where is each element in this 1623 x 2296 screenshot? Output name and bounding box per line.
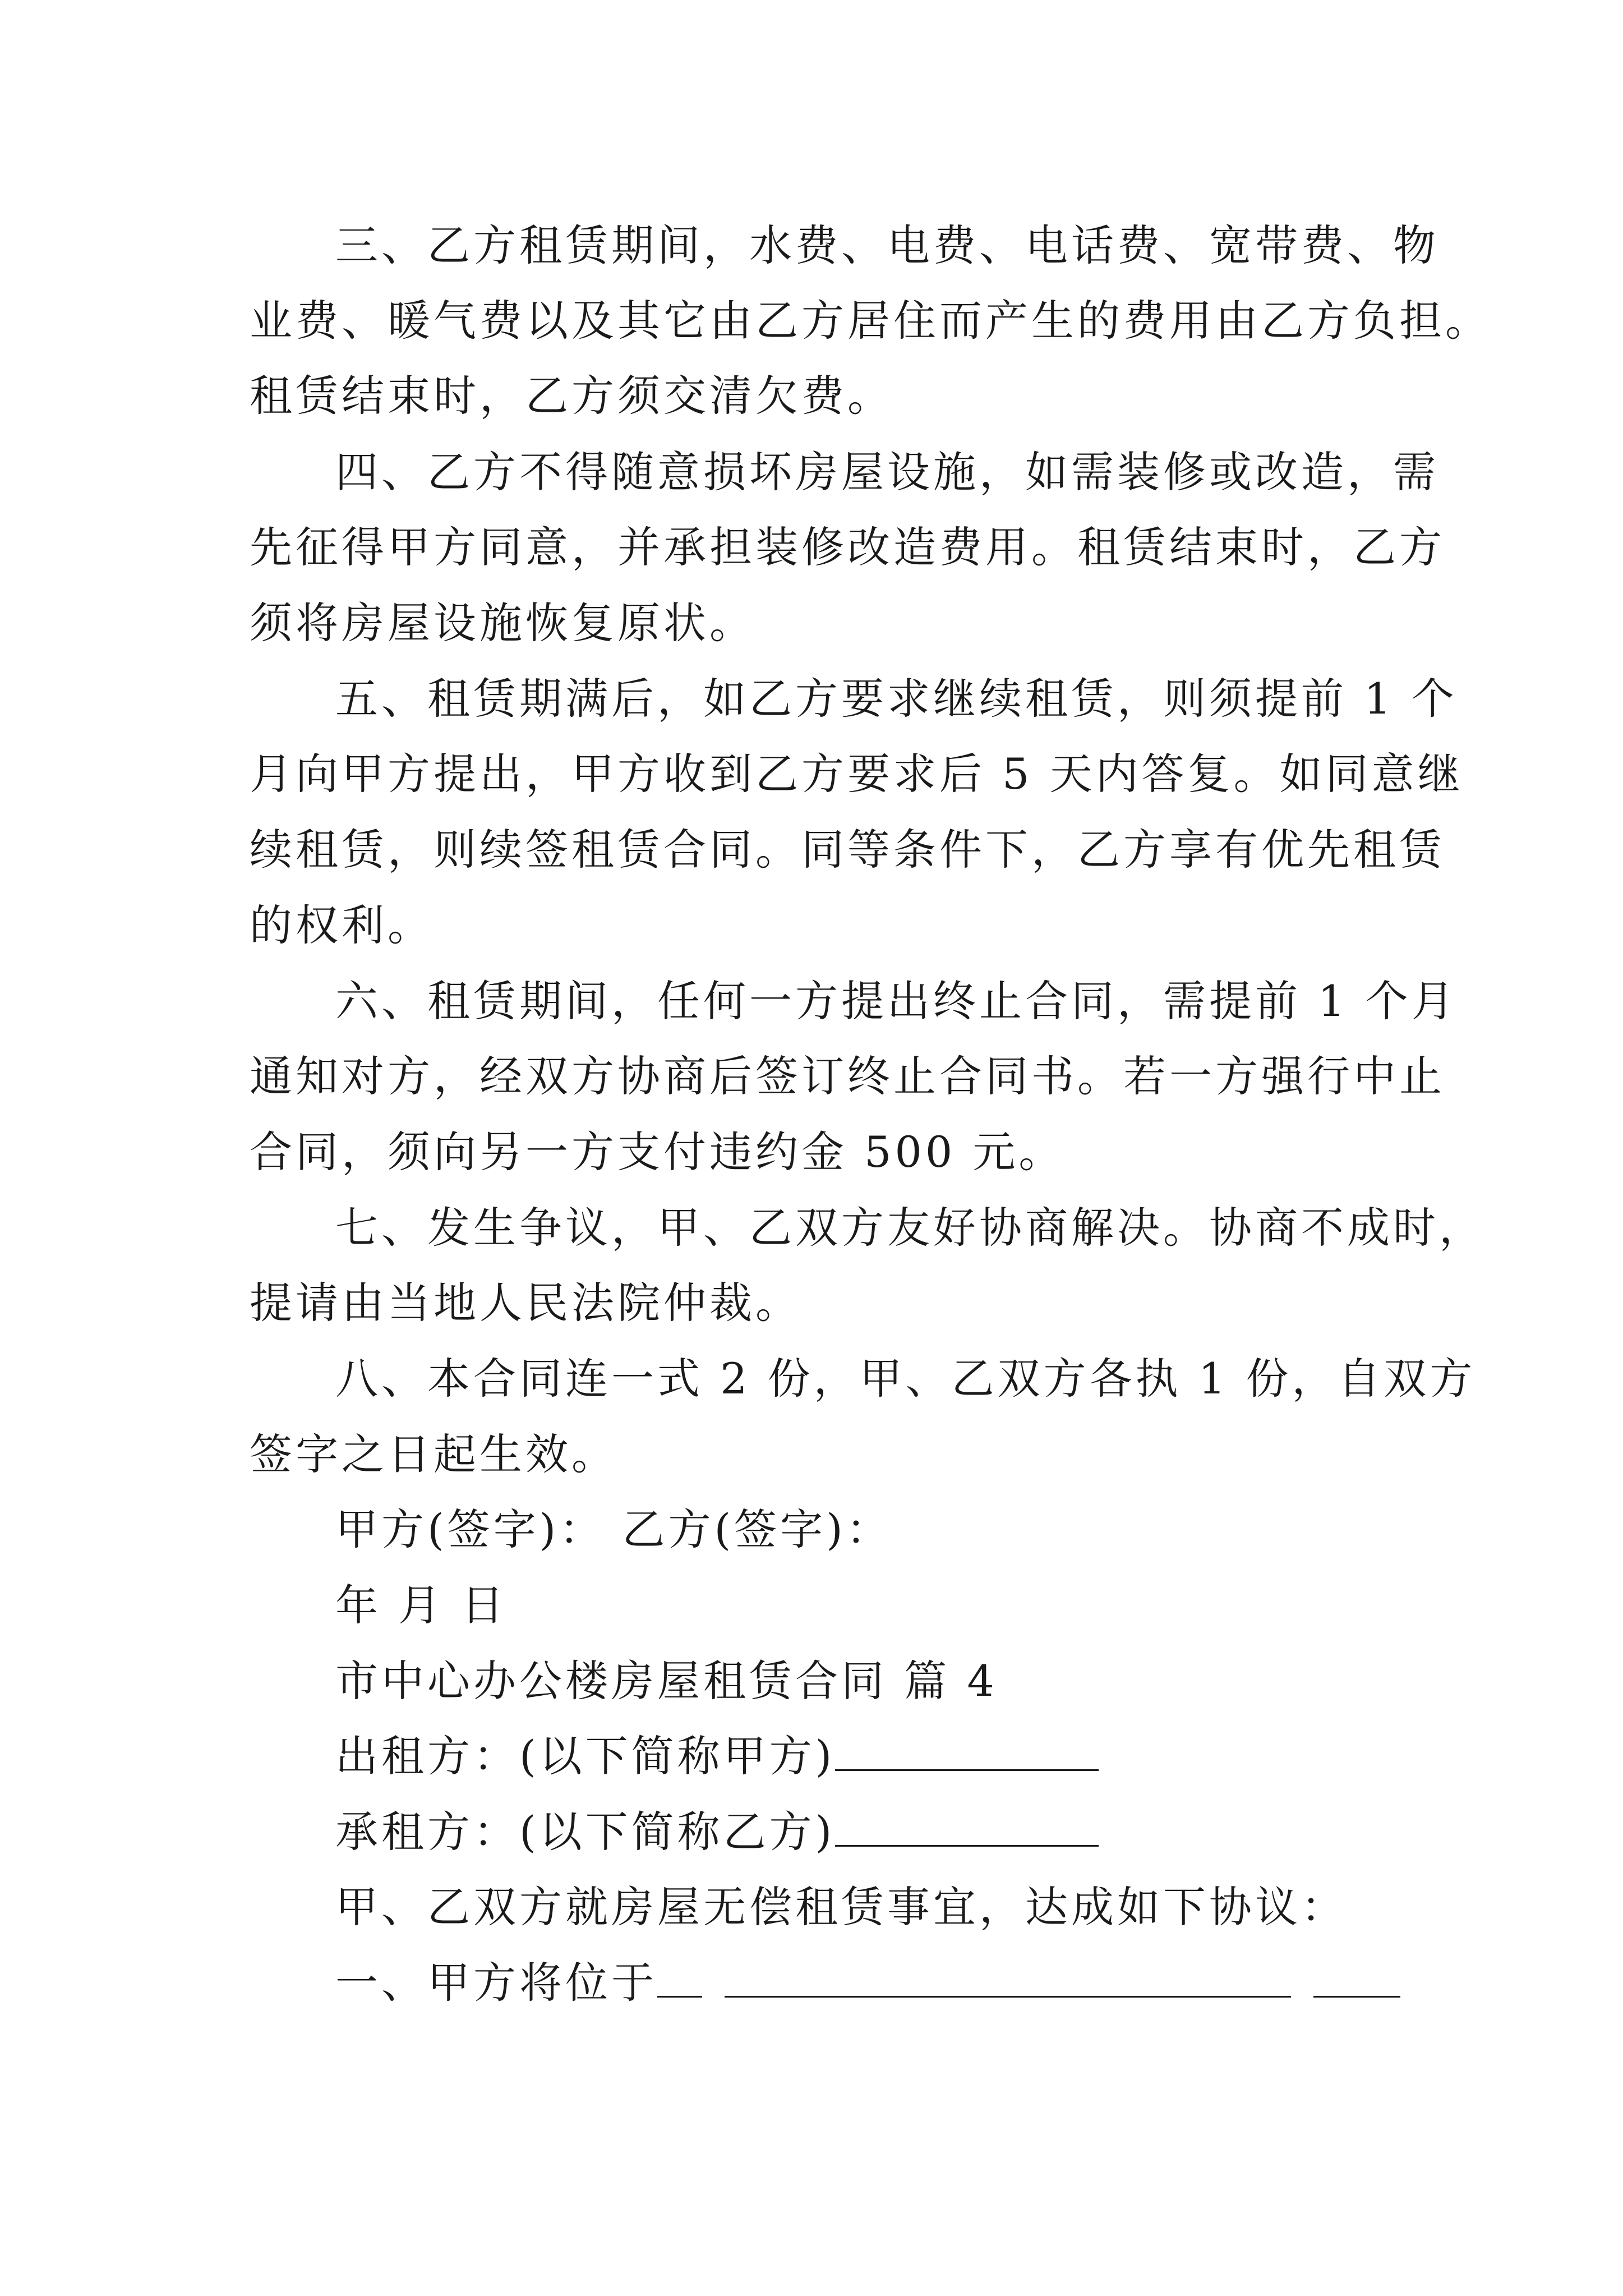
- clause-5-line-4: 的权利。: [250, 900, 434, 950]
- clause-5-line-2: 月向甲方提出，甲方收到乙方要求后 5 天内答复。如同意继: [250, 749, 1464, 799]
- section-title: 市中心办公楼房屋租赁合同 篇 4: [335, 1656, 998, 1706]
- clause-7-line-2: 提请由当地人民法院仲裁。: [250, 1278, 801, 1328]
- clause-8-line-2: 签字之日起生效。: [250, 1429, 617, 1479]
- clause-3-line-3: 租赁结束时，乙方须交清欠费。: [250, 371, 893, 421]
- clause-6-line-2: 通知对方，经双方协商后签订终止合同书。若一方强行中止: [250, 1051, 1445, 1101]
- lessee-label: 承租方：(以下简称乙方): [335, 1807, 836, 1857]
- lessee-line: [335, 1804, 1099, 1860]
- clause-4-line-3: 须将房屋设施恢复原状。: [250, 598, 755, 648]
- clause-1-label: 一、甲方将位于: [335, 1958, 657, 2008]
- lessor-blank: [835, 1734, 1099, 1771]
- clause-6-line-3: 合同，须向另一方支付违约金 500 元。: [250, 1127, 1065, 1177]
- address-blank-3: [1313, 1961, 1400, 1998]
- clause-6-line-1: 六、租赁期间，任何一方提出终止合同，需提前 1 个月: [335, 976, 1458, 1026]
- clause-7-line-1: 七、发生争议，甲、乙双方友好协商解决。协商不成时，: [335, 1203, 1485, 1253]
- agreement-intro: 甲、乙双方就房屋无偿租赁事宜，达成如下协议：: [335, 1882, 1347, 1932]
- clause-5-line-1: 五、租赁期满后，如乙方要求继续租赁，则须提前 1 个: [335, 674, 1458, 724]
- address-blank-2: [725, 1961, 1291, 1998]
- clause-3-line-1: 三、乙方租赁期间，水费、电费、电话费、宽带费、物: [335, 220, 1439, 270]
- clause-4-line-2: 先征得甲方同意，并承担装修改造费用。租赁结束时，乙方: [250, 522, 1445, 572]
- clause-3-line-2: 业费、暖气费以及其它由乙方居住而产生的费用由乙方负担。: [250, 296, 1491, 346]
- clause-5-line-3: 续租赁，则续签租赁合同。同等条件下，乙方享有优先租赁: [250, 825, 1445, 875]
- clause-4-line-1: 四、乙方不得随意损坏房屋设施，如需装修或改造，需: [335, 447, 1439, 497]
- date-line: 年 月 日: [335, 1580, 508, 1630]
- clause-1-line: [335, 1955, 1400, 2011]
- lessor-label: 出租方：(以下简称甲方): [335, 1731, 836, 1781]
- lessor-line: [335, 1728, 1099, 1784]
- address-blank-1: [657, 1961, 702, 1998]
- clause-8-line-1: 八、本合同连一式 2 份，甲、乙双方各执 1 份，自双方: [335, 1354, 1476, 1404]
- lessee-blank: [835, 1810, 1099, 1847]
- signature-line: 甲方(签字)： 乙方(签字)：: [335, 1504, 892, 1554]
